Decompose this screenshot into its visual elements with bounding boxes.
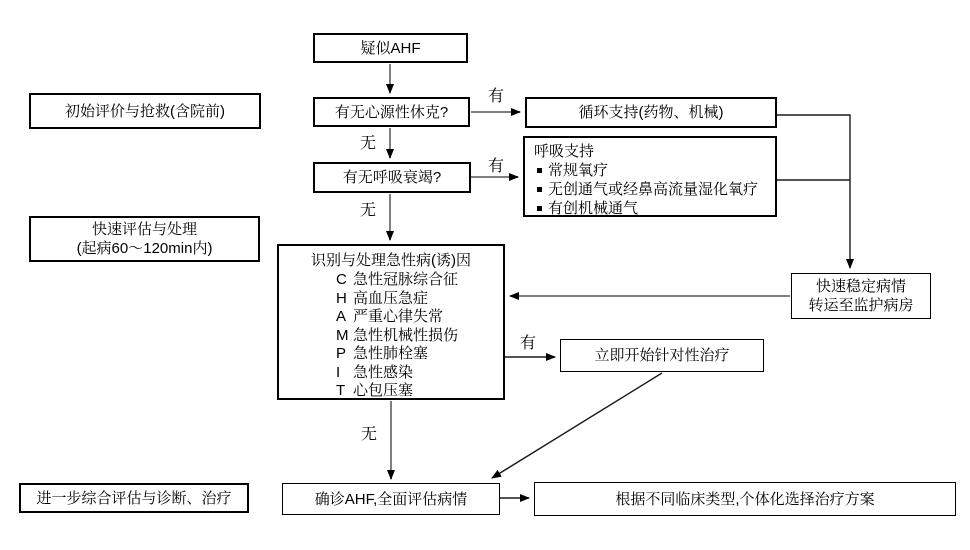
connector-circulatory-to-stabilize bbox=[777, 115, 850, 268]
node-respiratory-failure-question: 有无呼吸衰竭? bbox=[313, 162, 471, 193]
node-circulatory-support: 循环支持(药物、机械) bbox=[525, 97, 777, 128]
node-further-evaluation: 进一步综合评估与诊断、治疗 bbox=[19, 483, 249, 513]
square-bullet-icon bbox=[537, 187, 542, 192]
node-respiratory-support bbox=[523, 136, 777, 217]
champit-item bbox=[279, 308, 503, 327]
respiratory-support-bullet bbox=[534, 180, 767, 199]
champit-letter: P bbox=[336, 345, 347, 362]
node-stabilize-transfer bbox=[791, 273, 931, 319]
champit-text: 急性冠脉综合征 bbox=[353, 271, 459, 288]
square-bullet-icon bbox=[537, 168, 542, 173]
champit-item bbox=[279, 271, 503, 290]
bullet-text: 常规氧疗 bbox=[548, 162, 609, 179]
champit-text: 急性肺栓塞 bbox=[353, 345, 429, 362]
node-confirm-ahf: 确诊AHF,全面评估病情 bbox=[282, 483, 500, 515]
rapid-assessment-line2: (起病60〜120min内) bbox=[76, 240, 213, 257]
champit-text: 高血压急症 bbox=[353, 289, 429, 307]
champit-letter: I bbox=[336, 363, 341, 381]
bullet-text: 无创通气或经鼻高流量湿化氧疗 bbox=[548, 181, 759, 198]
champit-text: 急性机械性损伤 bbox=[353, 326, 459, 344]
connector-immediate-to-confirm bbox=[492, 373, 662, 478]
champit-item bbox=[279, 345, 503, 364]
champit-title: 识别与处理急性病(诱)因 bbox=[311, 252, 471, 269]
respiratory-support-bullet bbox=[534, 161, 767, 180]
node-initial-evaluation: 初始评价与抢救(含院前) bbox=[29, 93, 261, 129]
champit-letter: A bbox=[336, 308, 347, 325]
node-rapid-assessment bbox=[29, 216, 260, 262]
edge-label-cause-yes: 有 bbox=[519, 335, 537, 352]
champit-letter: H bbox=[336, 289, 347, 307]
champit-item bbox=[279, 327, 503, 346]
edge-label-resp-yes: 有 bbox=[487, 158, 505, 175]
edge-label-shock-yes: 有 bbox=[487, 88, 505, 105]
champit-text: 心包压塞 bbox=[353, 382, 414, 399]
champit-item bbox=[279, 364, 503, 383]
edge-label-resp-no: 无 bbox=[359, 202, 377, 219]
node-cardiogenic-shock-question: 有无心源性休克? bbox=[313, 97, 470, 127]
node-individualized-treatment-plan: 根据不同临床类型,个体化选择治疗方案 bbox=[534, 482, 956, 516]
champit-text: 严重心律失常 bbox=[353, 308, 444, 325]
bullet-text: 有创机械通气 bbox=[548, 200, 639, 217]
square-bullet-icon bbox=[537, 206, 542, 211]
edge-label-cause-no: 无 bbox=[360, 426, 378, 443]
edge-label-shock-no: 无 bbox=[359, 135, 377, 152]
node-champit-causes bbox=[277, 244, 505, 400]
stabilize-line2: 转运至监护病房 bbox=[808, 297, 914, 314]
champit-letter: T bbox=[336, 382, 346, 399]
champit-letter: C bbox=[336, 271, 347, 288]
respiratory-support-title: 呼吸支持 bbox=[534, 143, 595, 160]
champit-text: 急性感染 bbox=[353, 363, 414, 381]
node-immediate-targeted-treatment: 立即开始针对性治疗 bbox=[560, 339, 764, 372]
node-suspected-ahf: 疑似AHF bbox=[313, 33, 468, 63]
champit-letter: M bbox=[336, 326, 349, 344]
rapid-assessment-line1: 快速评估与处理 bbox=[91, 221, 197, 238]
stabilize-line1: 快速稳定病情 bbox=[815, 278, 906, 295]
champit-item bbox=[279, 382, 503, 401]
champit-item bbox=[279, 290, 503, 309]
respiratory-support-bullet bbox=[534, 199, 767, 218]
